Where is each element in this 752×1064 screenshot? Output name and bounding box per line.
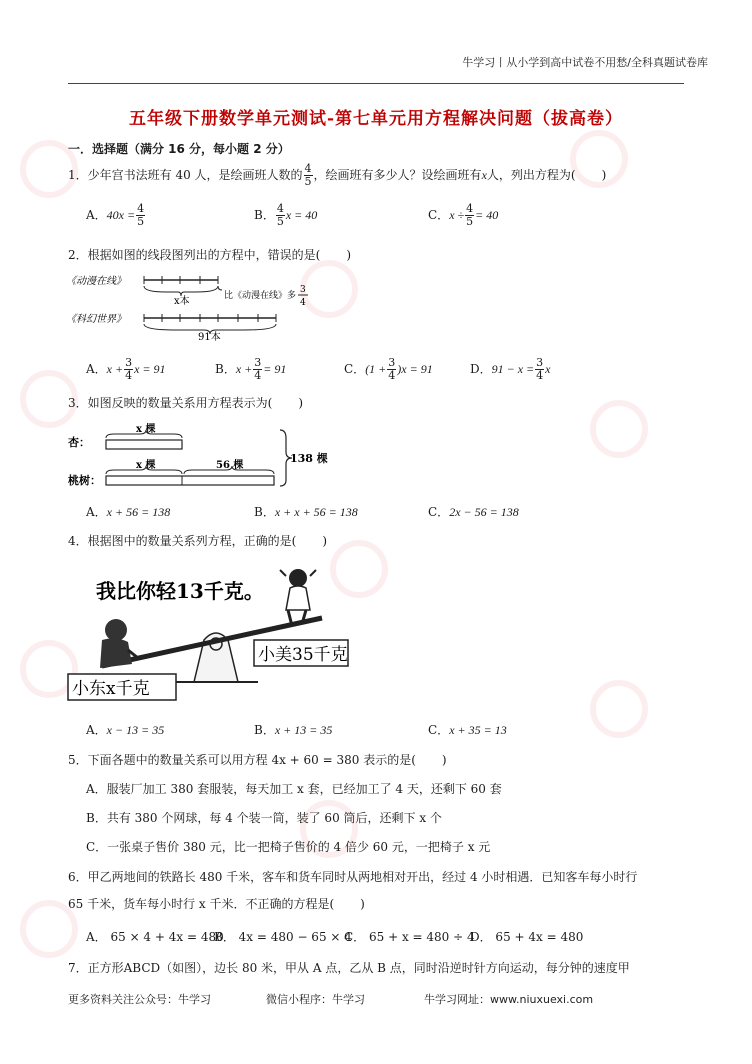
fig-total-label: 138 棵 (290, 452, 328, 465)
q2-option-c[interactable] (344, 357, 433, 382)
frac-numerator: 3 (125, 356, 133, 369)
frac-numerator: 4 (137, 202, 145, 215)
answer-bracket: ) (441, 753, 447, 767)
frac-numerator: 3 (536, 356, 544, 369)
frac-denominator: 5 (276, 215, 284, 228)
section-heading: 一．选择题（满分 16 分，每小题 2 分） (68, 142, 290, 156)
q3-bar-diagram (66, 418, 346, 490)
option-expr: x (545, 362, 551, 376)
q6-option-d[interactable]: D． 65 + 4x = 480 (470, 930, 584, 944)
fig-total-label: 91本 (198, 332, 221, 342)
frac-denominator: 5 (137, 215, 145, 228)
fig-frac-denominator: 4 (300, 298, 306, 308)
q2-option-a[interactable] (86, 357, 166, 382)
q6-stem-text: 65 千米，货车每小时行 x 千米．不正确的方程是( (68, 897, 335, 911)
q2-option-b[interactable] (215, 357, 286, 382)
frac-numerator: 4 (466, 202, 474, 215)
option-expr: = 40 (475, 208, 499, 222)
footer-website[interactable]: 牛学习网址：www.niuxuexi.com (424, 993, 594, 1006)
option-label: B． (215, 362, 236, 376)
option-label: A． (86, 208, 107, 222)
frac-numerator: 3 (388, 356, 396, 369)
option-expr: x = 40 (285, 208, 318, 222)
option-label: C． (344, 362, 366, 376)
q3-option-b[interactable] (254, 503, 358, 520)
fig-peach-label: 桃树： (68, 474, 101, 487)
q2-option-d[interactable] (470, 357, 550, 382)
option-fraction (136, 203, 145, 228)
option-fraction (465, 203, 474, 228)
frac-denominator: 5 (466, 215, 474, 228)
option-expr: 91 − x = (491, 362, 535, 376)
girl-figure (280, 569, 316, 626)
fig-girl-label: 小美35千克 (258, 645, 348, 665)
q3-option-c[interactable] (428, 503, 519, 520)
fig-more-label: 比《动漫在线》多 (224, 291, 297, 301)
q4-stem-text: 4．根据图中的数量关系列方程，正确的是( (68, 534, 297, 548)
option-label: B． (254, 208, 275, 222)
option-expr: x + 13 = 35 (274, 723, 333, 737)
answer-bracket: ) (346, 248, 352, 262)
fig-x-label: x本 (174, 296, 190, 307)
option-expr: 2x − 56 = 138 (449, 505, 519, 519)
q4-option-b[interactable] (254, 721, 332, 738)
option-expr: (1 + (365, 362, 387, 376)
question-2 (68, 246, 351, 263)
q6-option-b[interactable]: B． 4x = 480 − 65 × 4 (214, 930, 352, 944)
option-label: B． (254, 505, 275, 519)
option-label: A． (86, 505, 107, 519)
frac-denominator: 4 (254, 369, 262, 382)
footer-mini-program: 微信小程序：牛学习 (266, 993, 365, 1006)
question-4 (68, 532, 327, 549)
watermark-logo (590, 680, 648, 738)
option-expr: = 91 (263, 362, 287, 376)
option-expr: x + (235, 362, 253, 376)
answer-bracket: ) (360, 897, 365, 911)
question-1 (68, 163, 606, 188)
option-expr: x = 91 (134, 362, 166, 376)
q4-option-a[interactable] (86, 721, 164, 738)
watermark-logo (590, 400, 648, 458)
q2-stem-text: 2．根据如图的线段图列出的方程中，错误的是( (68, 248, 321, 262)
question-3 (68, 394, 303, 411)
q4-option-c[interactable] (428, 721, 507, 738)
question-7: 7．正方形ABCD（如图），边长 80 米，甲从 A 点，乙从 B 点，同时沿逆时针方向运动，每分钟的速度甲 (68, 961, 630, 975)
frac-denominator: 4 (536, 369, 544, 382)
fig-apricot-label: 杏： (68, 436, 90, 449)
answer-bracket: ) (322, 534, 328, 548)
q5-stem-text: 5．下面各题中的数量关系可以用方程 4x + 60 = 380 表示的是( (68, 753, 416, 767)
option-expr: )x = 91 (397, 362, 433, 376)
q5-option-a[interactable]: A．服装厂加工 380 套服装，每天加工 x 套，已经加工了 4 天，还剩下 60 套 (86, 782, 502, 796)
q3-stem-text: 3．如图反映的数量关系用方程表示为( (68, 396, 273, 410)
fig-x1-label: x 棵 (136, 424, 156, 435)
q1-option-b[interactable] (254, 203, 317, 228)
q4-seesaw-illustration (66, 560, 356, 708)
footer-wechat-account: 更多资料关注公众号：牛学习 (68, 993, 211, 1006)
fig-label-scifi: 《科幻世界》 (66, 314, 126, 325)
option-label: A． (86, 362, 107, 376)
q1-stem-text: 1．少年宫书法班有 40 人，是绘画班人数的 (68, 168, 303, 182)
fig-56-label: 56 棵 (216, 460, 244, 471)
option-fraction (253, 357, 262, 382)
q1-stem-text: 人，列出方程为( (486, 168, 576, 182)
q1-option-c[interactable] (428, 203, 498, 228)
question-5 (68, 751, 447, 768)
option-label: B． (254, 723, 275, 737)
q3-option-a[interactable] (86, 503, 170, 520)
q1-variable: x (481, 168, 487, 182)
fig-speech-text: 我比你轻13千克。 (96, 579, 264, 603)
frac-numerator: 3 (254, 356, 262, 369)
option-label: C． (428, 208, 450, 222)
frac-denominator: 5 (304, 175, 312, 188)
header-divider (68, 83, 684, 84)
q2-line-segment-diagram (66, 268, 366, 342)
question-6-line1: 6．甲乙两地间的铁路长 480 千米，客车和货车同时从两地相对开出，经过 4 小时相遇．已知客车每小时行 (68, 870, 638, 884)
q5-option-c[interactable]: C．一张桌子售价 380 元，比一把椅子售价的 4 倍少 60 元，一把椅子 x 元 (86, 840, 491, 854)
question-6-line2 (68, 895, 365, 912)
q5-option-b[interactable]: B．共有 380 个网球，每 4 个装一筒，装了 60 筒后，还剩下 x 个 (86, 811, 442, 825)
answer-bracket: ) (298, 396, 304, 410)
option-label: A． (86, 723, 107, 737)
fig-x2-label: x 棵 (136, 460, 156, 471)
frac-denominator: 4 (388, 369, 396, 382)
option-fraction (124, 357, 133, 382)
fig-frac-numerator: 3 (300, 285, 306, 295)
frac-denominator: 4 (125, 369, 133, 382)
q6-option-a[interactable]: A． 65 × 4 + 4x = 480 (86, 930, 224, 944)
option-label: D． (470, 362, 492, 376)
option-expr: x + (106, 362, 124, 376)
q1-fraction (304, 163, 313, 188)
answer-bracket: ) (601, 168, 607, 182)
option-fraction (387, 357, 396, 382)
q6-option-c[interactable]: C． 65 + x = 480 ÷ 4 (344, 930, 475, 944)
option-expr: x + x + 56 = 138 (274, 505, 358, 519)
header-slogan: 牛学习丨从小学到高中试卷不用愁/全科真题试卷库 (462, 56, 708, 69)
option-fraction (276, 203, 285, 228)
option-expr: x + 56 = 138 (106, 505, 171, 519)
option-expr: x + 35 = 13 (449, 723, 507, 737)
fig-label-anime: 《动漫在线》 (66, 276, 126, 287)
frac-numerator: 4 (276, 202, 284, 215)
option-label: C． (428, 723, 450, 737)
q1-option-a[interactable] (86, 203, 146, 228)
option-label: C． (428, 505, 450, 519)
option-expr: 40x = (106, 208, 136, 222)
option-fraction (535, 357, 544, 382)
option-expr: x − 13 = 35 (106, 723, 165, 737)
frac-numerator: 4 (304, 162, 312, 175)
option-expr: x ÷ (449, 208, 465, 222)
page-title: 五年级下册数学单元测试-第七单元用方程解决问题（拔高卷） (128, 109, 624, 129)
q1-stem-text: ，绘画班有多少人？设绘画班有 (313, 168, 482, 182)
fig-boy-label: 小东x千克 (72, 679, 150, 699)
